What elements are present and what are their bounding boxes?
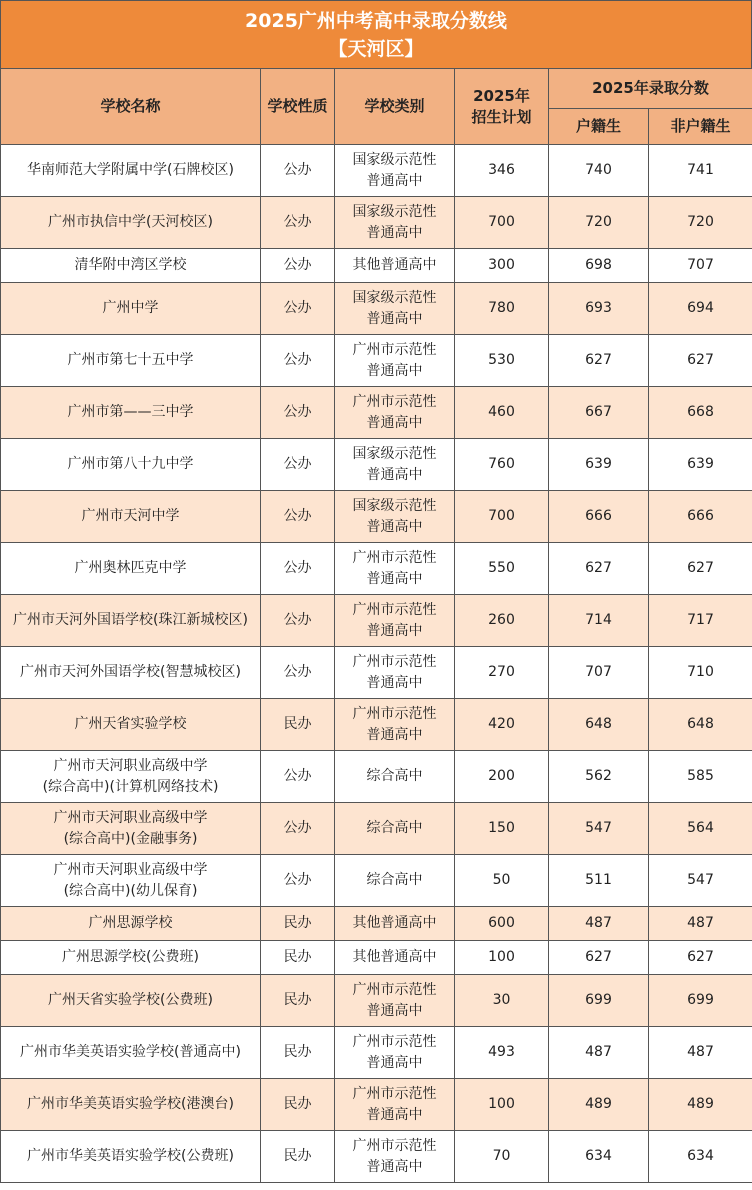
school-name-cell [1,855,261,907]
school-type-cell-line: 普通高中 [366,362,423,379]
enrollment-plan-cell: 420 [455,699,549,751]
enrollment-plan-cell: 493 [455,1027,549,1079]
school-name-cell-line: 广州市天河外国语学校(珠江新城校区) [13,612,248,628]
school-name-cell-line: (综合高中)(金融事务) [63,830,198,847]
school-type-cell-line: 广州市示范性 [352,705,437,722]
enrollment-plan-cell: 600 [455,907,549,941]
nonlocal-score-cell: 627 [649,543,752,595]
header-plan-label: 招生计划 [471,107,532,126]
school-type-cell-line: 普通高中 [366,518,423,535]
table-row [1,751,752,803]
school-name-cell-line: 广州天省实验学校 [74,716,187,732]
enrollment-plan-cell: 460 [455,387,549,439]
nonlocal-score-cell: 710 [649,647,752,699]
table-row [1,975,752,1027]
school-type-cell [335,975,455,1027]
enrollment-plan-cell: 70 [455,1131,549,1183]
local-score-cell: 562 [549,751,649,803]
nonlocal-score-cell: 741 [649,145,752,197]
table-row [1,1027,752,1079]
local-score-cell: 487 [549,1027,649,1079]
school-nature-cell: 民办 [261,1079,335,1131]
school-nature-cell: 民办 [261,941,335,975]
school-name-cell-line: 广州市执信中学(天河校区) [48,214,213,230]
school-type-cell-line: 国家级示范性 [352,151,437,168]
school-type-cell [335,387,455,439]
school-nature-cell: 民办 [261,975,335,1027]
table-row [1,855,752,907]
nonlocal-score-cell: 564 [649,803,752,855]
school-name-cell-line: 广州思源学校 [88,915,173,931]
school-nature-cell: 公办 [261,491,335,543]
enrollment-plan-cell: 100 [455,1079,549,1131]
school-type-cell-line: 普通高中 [366,414,423,431]
enrollment-plan-cell: 50 [455,855,549,907]
school-type-cell [335,491,455,543]
school-type-cell-line: 国家级示范性 [352,445,437,462]
table-row [1,197,752,249]
school-nature-cell: 民办 [261,1131,335,1183]
school-type-cell-line: 综合高中 [366,768,423,784]
local-score-cell: 714 [549,595,649,647]
table-body [1,145,752,1183]
school-type-cell-line: 综合高中 [366,820,423,836]
school-type-cell-line: 普通高中 [366,1106,423,1123]
local-score-cell: 666 [549,491,649,543]
enrollment-plan-cell: 550 [455,543,549,595]
school-nature-cell: 公办 [261,439,335,491]
school-nature-cell: 民办 [261,1027,335,1079]
enrollment-plan-cell: 100 [455,941,549,975]
table-row [1,699,752,751]
school-name-cell [1,975,261,1027]
enrollment-plan-cell: 300 [455,249,549,283]
school-name-cell-line: 广州中学 [102,300,159,316]
school-name-cell-line: 广州市天河职业高级中学 [53,757,208,774]
local-score-cell: 667 [549,387,649,439]
school-nature-cell: 公办 [261,855,335,907]
school-type-cell [335,803,455,855]
school-type-cell-line: 广州市示范性 [352,601,437,618]
school-nature-cell: 公办 [261,595,335,647]
school-type-cell-line: 普通高中 [366,466,423,483]
local-score-cell: 627 [549,941,649,975]
school-nature-cell: 公办 [261,543,335,595]
school-type-cell-line: 普通高中 [366,674,423,691]
school-name-cell-line: 广州市华美英语实验学校(公费班) [27,1148,234,1164]
local-score-cell: 634 [549,1131,649,1183]
page-title: 2025广州中考高中录取分数线 [245,9,507,32]
school-name-cell [1,595,261,647]
school-type-cell-line: 广州市示范性 [352,1033,437,1050]
school-type-cell [335,1131,455,1183]
school-name-cell-line: 广州市天河外国语学校(智慧城校区) [20,664,241,680]
school-type-cell [335,145,455,197]
local-score-cell: 698 [549,249,649,283]
school-name-cell-line: 广州市天河职业高级中学 [53,861,208,878]
school-name-cell-line: 广州奥林匹克中学 [74,560,187,576]
school-name-cell-line: (综合高中)(计算机网络技术) [42,778,219,795]
school-nature-cell: 民办 [261,699,335,751]
nonlocal-score-cell: 547 [649,855,752,907]
school-type-cell [335,855,455,907]
table-row [1,335,752,387]
school-nature-cell: 公办 [261,145,335,197]
enrollment-plan-cell: 30 [455,975,549,1027]
school-name-cell-line: 广州市天河职业高级中学 [53,809,208,826]
local-score-cell: 720 [549,197,649,249]
nonlocal-score-cell: 648 [649,699,752,751]
enrollment-plan-cell: 760 [455,439,549,491]
school-name-cell [1,803,261,855]
table-row [1,145,752,197]
school-type-cell-line: 普通高中 [366,172,423,189]
local-score-cell: 707 [549,647,649,699]
local-score-cell: 511 [549,855,649,907]
enrollment-plan-cell: 700 [455,197,549,249]
table-row [1,647,752,699]
header-school-name: 学校名称 [1,69,261,145]
school-name-cell-line: 广州市华美英语实验学校(港澳台) [27,1096,234,1112]
enrollment-plan-cell: 150 [455,803,549,855]
nonlocal-score-cell: 585 [649,751,752,803]
header-score-group: 2025年录取分数 [549,69,752,109]
school-type-cell-line: 普通高中 [366,310,423,327]
nonlocal-score-cell: 694 [649,283,752,335]
school-name-cell [1,1027,261,1079]
school-type-cell-line: 广州市示范性 [352,981,437,998]
local-score-cell: 740 [549,145,649,197]
school-type-cell-line: 普通高中 [366,570,423,587]
header-plan-year: 2025年 [473,86,530,105]
school-type-cell-line: 国家级示范性 [352,203,437,220]
school-name-cell-line: 广州市华美英语实验学校(普通高中) [20,1044,241,1060]
enrollment-plan-cell: 270 [455,647,549,699]
table-row [1,491,752,543]
school-name-cell [1,1131,261,1183]
local-score-cell: 648 [549,699,649,751]
school-name-cell-line: 广州市第——三中学 [67,404,194,420]
enrollment-plan-cell: 200 [455,751,549,803]
school-name-cell-line: 广州市天河中学 [81,508,180,524]
header-school-type: 学校类别 [335,69,455,145]
admission-score-table [0,68,752,1183]
school-name-cell [1,543,261,595]
school-type-cell-line: 国家级示范性 [352,289,437,306]
school-nature-cell: 公办 [261,283,335,335]
school-nature-cell: 公办 [261,803,335,855]
school-nature-cell: 公办 [261,387,335,439]
school-name-cell [1,197,261,249]
school-name-cell [1,283,261,335]
school-type-cell-line: 普通高中 [366,1054,423,1071]
enrollment-plan-cell: 700 [455,491,549,543]
local-score-cell: 627 [549,335,649,387]
school-type-cell [335,647,455,699]
school-type-cell-line: 普通高中 [366,622,423,639]
school-name-cell [1,335,261,387]
nonlocal-score-cell: 627 [649,941,752,975]
school-type-cell [335,283,455,335]
nonlocal-score-cell: 489 [649,1079,752,1131]
school-nature-cell: 民办 [261,907,335,941]
local-score-cell: 547 [549,803,649,855]
table-row [1,249,752,283]
school-name-cell [1,145,261,197]
school-nature-cell: 公办 [261,751,335,803]
school-type-cell-line: 其他普通高中 [352,257,437,273]
school-name-cell-line: 广州思源学校(公费班) [62,949,199,965]
school-nature-cell: 公办 [261,647,335,699]
enrollment-plan-cell: 780 [455,283,549,335]
nonlocal-score-cell: 668 [649,387,752,439]
nonlocal-score-cell: 717 [649,595,752,647]
local-score-cell: 489 [549,1079,649,1131]
nonlocal-score-cell: 634 [649,1131,752,1183]
table-row [1,803,752,855]
school-type-cell [335,699,455,751]
school-name-cell-line: 清华附中湾区学校 [74,257,187,273]
school-name-cell [1,491,261,543]
school-type-cell [335,543,455,595]
table-row [1,1079,752,1131]
school-name-cell [1,941,261,975]
school-name-cell-line: 广州市第八十九中学 [67,456,194,472]
school-type-cell-line: 广州市示范性 [352,549,437,566]
nonlocal-score-cell: 666 [649,491,752,543]
nonlocal-score-cell: 720 [649,197,752,249]
school-nature-cell: 公办 [261,249,335,283]
table-row [1,283,752,335]
school-name-cell-line: 广州天省实验学校(公费班) [48,992,213,1008]
school-type-cell-line: 广州市示范性 [352,341,437,358]
school-name-cell [1,647,261,699]
nonlocal-score-cell: 487 [649,1027,752,1079]
table-row [1,387,752,439]
local-score-cell: 639 [549,439,649,491]
school-type-cell-line: 普通高中 [366,224,423,241]
enrollment-plan-cell: 346 [455,145,549,197]
nonlocal-score-cell: 627 [649,335,752,387]
school-type-cell [335,907,455,941]
local-score-cell: 627 [549,543,649,595]
nonlocal-score-cell: 639 [649,439,752,491]
school-nature-cell: 公办 [261,335,335,387]
school-name-cell [1,751,261,803]
school-type-cell-line: 其他普通高中 [352,949,437,965]
school-type-cell [335,751,455,803]
school-type-cell [335,1079,455,1131]
school-type-cell [335,249,455,283]
header-nonlocal-score: 非户籍生 [649,109,752,145]
school-nature-cell: 公办 [261,197,335,249]
enrollment-plan-cell: 260 [455,595,549,647]
school-type-cell-line: 广州市示范性 [352,1137,437,1154]
school-name-cell [1,439,261,491]
district-title: 【天河区】 [328,37,424,60]
local-score-cell: 693 [549,283,649,335]
enrollment-plan-cell: 530 [455,335,549,387]
nonlocal-score-cell: 487 [649,907,752,941]
school-type-cell-line: 普通高中 [366,726,423,743]
table-row [1,941,752,975]
school-name-cell-line: 广州市第七十五中学 [67,352,194,368]
school-name-cell [1,1079,261,1131]
header-school-nature: 学校性质 [261,69,335,145]
school-name-cell [1,387,261,439]
school-type-cell-line: 广州市示范性 [352,1085,437,1102]
table-row [1,543,752,595]
table-row [1,907,752,941]
table-row [1,595,752,647]
school-type-cell-line: 综合高中 [366,872,423,888]
school-type-cell-line: 广州市示范性 [352,393,437,410]
school-type-cell [335,197,455,249]
table-row [1,1131,752,1183]
school-type-cell-line: 普通高中 [366,1002,423,1019]
school-name-cell [1,907,261,941]
school-type-cell-line: 广州市示范性 [352,653,437,670]
school-name-cell [1,699,261,751]
local-score-cell: 699 [549,975,649,1027]
school-name-cell [1,249,261,283]
school-type-cell [335,1027,455,1079]
school-name-cell-line: (综合高中)(幼儿保育) [63,882,198,899]
school-type-cell-line: 其他普通高中 [352,915,437,931]
title-banner [0,0,752,68]
header-enrollment-plan [455,69,549,145]
local-score-cell: 487 [549,907,649,941]
header-local-score: 户籍生 [549,109,649,145]
school-type-cell [335,335,455,387]
school-type-cell-line: 普通高中 [366,1158,423,1175]
school-name-cell-line: 华南师范大学附属中学(石牌校区) [27,162,234,178]
nonlocal-score-cell: 707 [649,249,752,283]
table-row [1,439,752,491]
school-type-cell [335,595,455,647]
nonlocal-score-cell: 699 [649,975,752,1027]
school-type-cell [335,439,455,491]
school-type-cell [335,941,455,975]
school-type-cell-line: 国家级示范性 [352,497,437,514]
